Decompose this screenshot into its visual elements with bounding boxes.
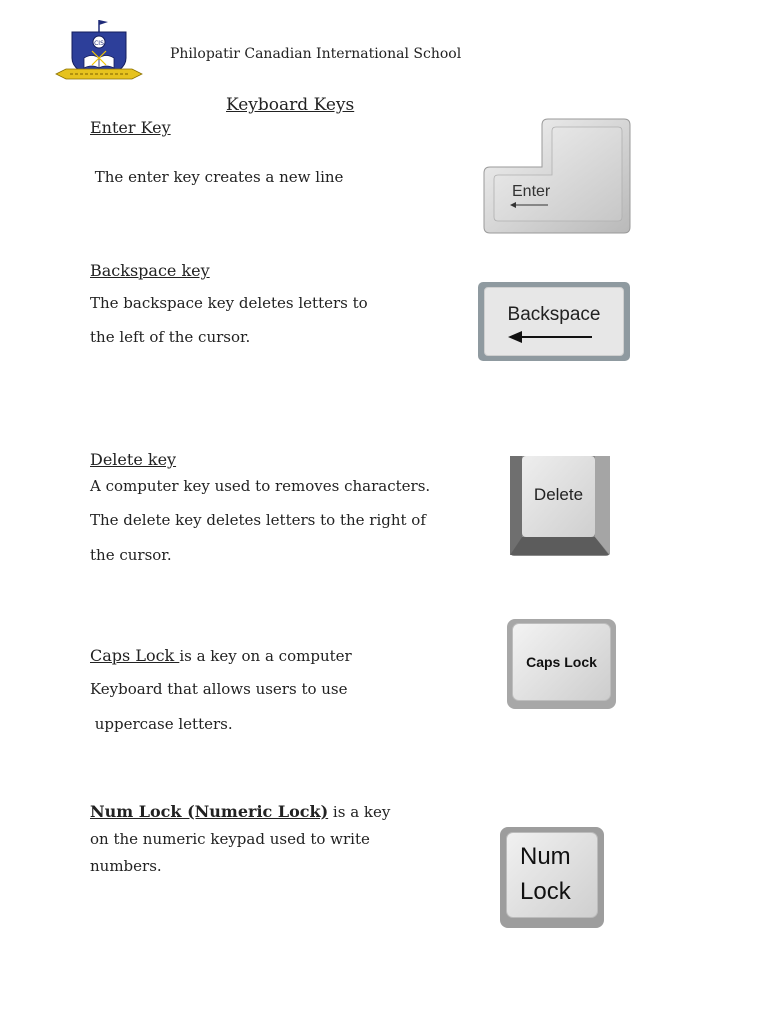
- capslock-desc-rest: is a key on a computer: [179, 647, 352, 665]
- capslock-desc-line-3: uppercase letters.: [90, 715, 233, 733]
- numlock-desc-rest: is a key: [328, 803, 391, 821]
- enter-heading: Enter Key: [90, 118, 171, 137]
- numlock-desc-line-1: [90, 803, 390, 821]
- delete-key-image: [509, 455, 611, 557]
- delete-desc-line-3: the cursor.: [90, 546, 172, 564]
- delete-key-label: Delete: [533, 485, 584, 504]
- numlock-desc-line-3: numbers.: [90, 857, 162, 875]
- numlock-heading: Num Lock (Numeric Lock): [90, 802, 329, 821]
- numlock-key-label-1: Num: [520, 843, 571, 870]
- numlock-key-label-2: Lock: [520, 878, 571, 905]
- school-name: Philopatir Canadian International School: [170, 46, 462, 62]
- numlock-key-image: [500, 827, 604, 928]
- delete-heading: Delete key: [90, 450, 177, 469]
- backspace-desc-line-1: The backspace key deletes letters to: [90, 294, 368, 312]
- logo-letters: CIS: [94, 40, 104, 47]
- backspace-desc-line-2: the left of the cursor.: [90, 328, 251, 346]
- capslock-desc-line-2: Keyboard that allows users to use: [90, 680, 348, 698]
- school-logo: [54, 18, 172, 84]
- arrow-left-icon: [508, 331, 594, 343]
- capslock-desc-line-1: [90, 647, 352, 665]
- numlock-desc-line-2: on the numeric keypad used to write: [90, 830, 370, 848]
- enter-key-image: [482, 117, 632, 235]
- capslock-key-label: Caps Lock: [526, 654, 597, 670]
- backspace-heading: Backspace key: [90, 261, 210, 280]
- backspace-key-image: [478, 282, 630, 361]
- enter-key-label: Enter: [512, 183, 551, 200]
- delete-desc-line-1: A computer key used to removes characters.: [90, 477, 431, 495]
- enter-desc-line-1: The enter key creates a new line: [90, 168, 344, 186]
- capslock-heading: Caps Lock: [90, 646, 180, 665]
- delete-desc-line-2: The delete key deletes letters to the right of: [90, 511, 426, 529]
- page-title: Keyboard Keys: [226, 95, 355, 115]
- capslock-key-image: [507, 619, 616, 709]
- backspace-key-label: Backspace: [507, 304, 601, 325]
